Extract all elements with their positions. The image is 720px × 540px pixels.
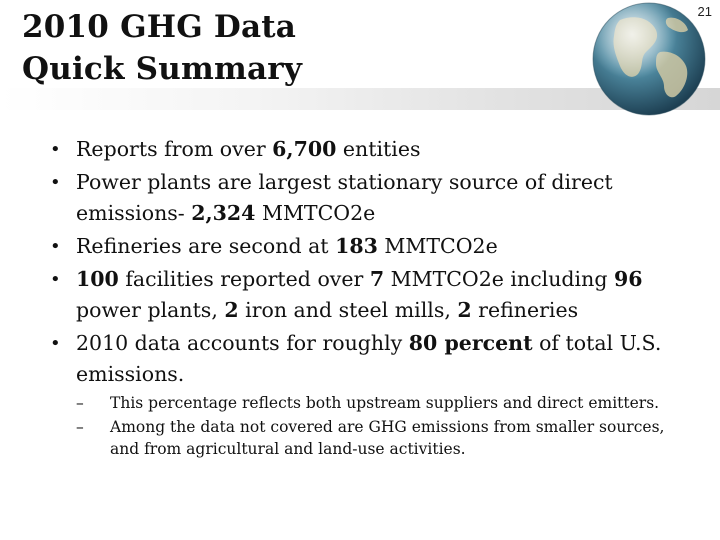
bullet-emphasis: 100 xyxy=(76,267,119,291)
bullet-text: Reports from over xyxy=(76,137,273,161)
bullet-marker: • xyxy=(50,172,61,193)
bullet-text: MMTCO2e xyxy=(255,201,376,225)
bullet-text: iron and steel mills, xyxy=(238,298,458,322)
title-line-2: Quick Summary xyxy=(22,51,303,87)
sub-bullet-text: Among the data not covered are GHG emissions from smaller sources, and from agricultural and land-use activities. xyxy=(110,418,665,458)
bullet-text: MMTCO2e including xyxy=(384,267,614,291)
sub-bullet-item xyxy=(76,416,698,460)
bullet-marker: • xyxy=(50,236,61,257)
bullet-item xyxy=(50,134,670,165)
bullet-emphasis: 2 xyxy=(224,298,239,322)
bullet-text: Power plants are largest stationary source of direct emissions- xyxy=(76,170,613,225)
sub-bullet-text: This percentage reflects both upstream suppliers and direct emitters. xyxy=(110,394,660,412)
bullet-emphasis: 2,324 xyxy=(191,201,256,225)
bullet-emphasis: 6,700 xyxy=(272,137,337,161)
bullet-item xyxy=(50,328,670,390)
bullet-item xyxy=(50,167,670,229)
bullet-text: 2010 data accounts for roughly xyxy=(76,331,409,355)
title-line-1: 2010 GHG Data xyxy=(22,9,297,45)
bullet-text: MMTCO2e xyxy=(377,234,498,258)
bullet-emphasis: 183 xyxy=(335,234,378,258)
slide-number: 21 xyxy=(697,4,712,19)
bullet-item xyxy=(50,231,670,262)
bullet-list xyxy=(50,134,670,392)
bullet-text: power plants, xyxy=(76,298,225,322)
bullet-marker: • xyxy=(50,269,61,290)
bullet-text: entities xyxy=(336,137,421,161)
globe-icon xyxy=(590,0,708,118)
bullet-marker: • xyxy=(50,333,61,354)
slide-title xyxy=(22,6,302,90)
sub-bullet-list xyxy=(76,392,698,462)
bullet-item xyxy=(50,264,670,326)
bullet-text: Refineries are second at xyxy=(76,234,336,258)
sub-bullet-marker: – xyxy=(76,394,84,412)
bullet-emphasis: 96 xyxy=(613,267,643,291)
sub-bullet-item xyxy=(76,392,698,414)
bullet-text: facilities reported over xyxy=(118,267,370,291)
bullet-text: of total U.S. emissions. xyxy=(76,331,662,386)
bullet-emphasis: 2 xyxy=(457,298,472,322)
bullet-marker: • xyxy=(50,139,61,160)
bullet-emphasis: 7 xyxy=(369,267,385,291)
sub-bullet-marker: – xyxy=(76,418,84,436)
bullet-text: refineries xyxy=(471,298,579,322)
bullet-emphasis: 80 percent xyxy=(408,331,533,355)
